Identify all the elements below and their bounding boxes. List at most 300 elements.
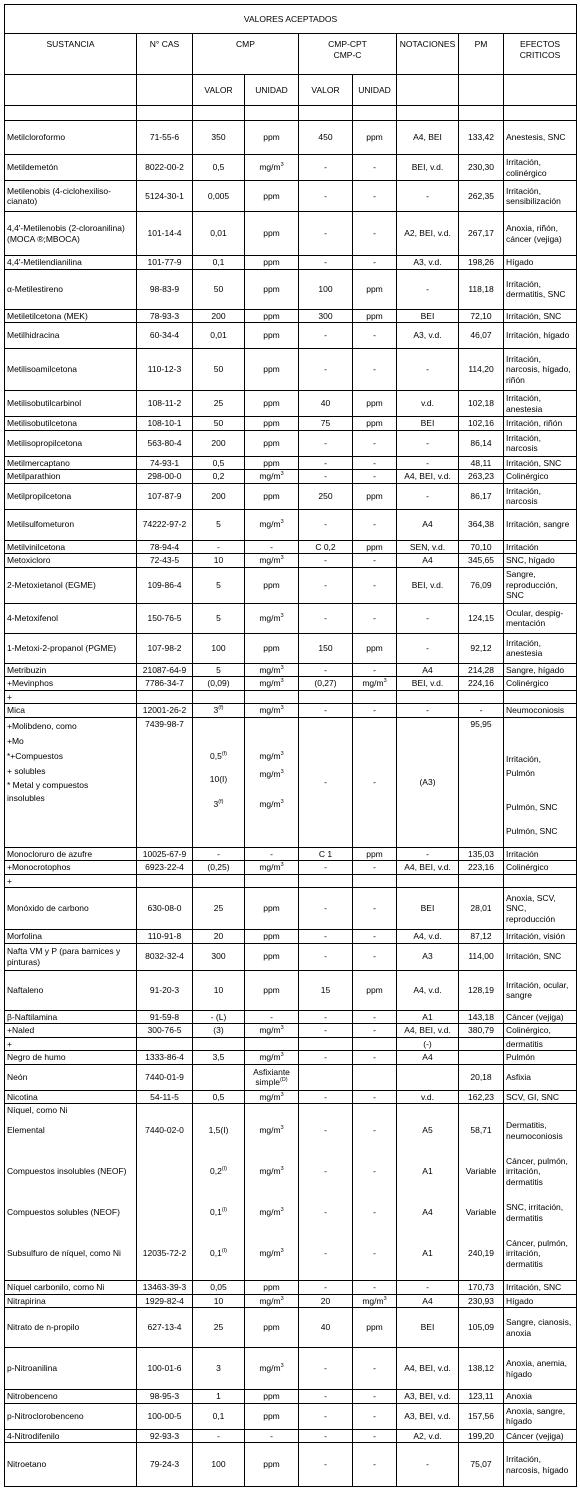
cell-text: - — [426, 364, 429, 375]
substance-cell — [5, 256, 137, 270]
substance-cell — [5, 677, 137, 691]
cmp-c-value-cell — [299, 1064, 353, 1090]
cas-cell — [137, 1348, 193, 1390]
cell-text: - — [373, 1025, 376, 1035]
cas-cell — [137, 1051, 193, 1065]
effects-cell — [504, 1348, 577, 1390]
cell-text: mg/m — [259, 162, 281, 173]
cell-text: Nitroetano — [7, 1459, 47, 1470]
cell-text: 5124-30-1 — [145, 190, 184, 201]
table-row — [5, 456, 577, 470]
cas-cell — [137, 430, 193, 456]
cell-text: - — [426, 642, 429, 653]
cell-text: Compuestos insolubles (NEOF) — [7, 1166, 127, 1177]
effects-cell — [504, 269, 577, 309]
pm-cell — [459, 1281, 504, 1295]
cell-text: - — [324, 664, 327, 675]
cell-text: ppm — [263, 437, 280, 448]
cmp-value-cell — [193, 874, 245, 888]
cmp-value-cell — [193, 430, 245, 456]
value-line — [195, 765, 242, 793]
cell-text: Metiletilcetona (MEK) — [7, 310, 88, 321]
pm-cell — [459, 391, 504, 417]
cell-text: ppm — [263, 951, 280, 962]
table-row — [5, 930, 577, 944]
cell-text: ppm — [263, 579, 280, 590]
valores-aceptados-table — [4, 4, 577, 1487]
cmp-c-value-cell — [299, 391, 353, 417]
cas-cell — [137, 633, 193, 663]
effects-cell — [504, 1403, 577, 1429]
notation-cell — [397, 256, 459, 270]
cell-text: BEI — [420, 418, 435, 428]
cell-text: 108-10-1 — [147, 418, 182, 428]
cmp-value-cell — [193, 256, 245, 270]
table-row — [5, 1104, 577, 1117]
effects-cell — [504, 309, 577, 323]
effects-cell — [504, 256, 577, 270]
pm-cell — [459, 1117, 504, 1145]
cell-text: 28,01 — [470, 903, 492, 914]
cell-text: BEI, v.d. — [411, 678, 444, 688]
cell-text: ppm — [263, 984, 280, 995]
cmp-c-value-cell — [299, 690, 353, 704]
cmp-value-cell — [193, 309, 245, 323]
cell-text: - — [324, 931, 327, 941]
cmp-value-cell — [193, 1429, 245, 1443]
pm-cell — [459, 1294, 504, 1308]
table-row — [5, 181, 577, 212]
table-row — [5, 603, 577, 633]
cmp-unit-cell — [245, 704, 299, 718]
header-unidad-c: UNIDAD — [353, 75, 397, 106]
cmp-value-cell — [193, 483, 245, 509]
cell-text: 100-01-6 — [147, 1363, 182, 1374]
cell-text: Neón — [7, 1071, 28, 1082]
cell-text: Irritación, riñón — [506, 418, 563, 428]
cell-text: - — [373, 1125, 376, 1136]
cell-text: Irritación, anestesia — [506, 393, 543, 414]
substance-cell — [5, 483, 137, 509]
cell-text: ppm — [263, 1459, 280, 1470]
cmp-value-cell — [193, 349, 245, 391]
cell-text: A1 — [422, 1166, 433, 1177]
cmp-unit-cell — [245, 309, 299, 323]
cas-cell — [137, 554, 193, 568]
cmp-c-unit-cell — [353, 1037, 397, 1051]
cell-text: Ocular, despig-mentación — [506, 607, 564, 628]
cell-text: 87,12 — [470, 931, 492, 941]
pm-cell — [459, 1390, 504, 1404]
cell-text: A4 — [422, 664, 433, 675]
cmp-value-cell — [193, 1281, 245, 1295]
cell-text: - — [373, 1391, 376, 1401]
cell-text: ppm — [263, 931, 280, 941]
cmp-unit-cell — [245, 256, 299, 270]
pm-cell — [459, 663, 504, 677]
cas-cell — [137, 930, 193, 944]
notation-cell — [397, 930, 459, 944]
cell-text: - — [373, 951, 376, 962]
cell-text: 3 — [216, 1363, 221, 1374]
effects-cell — [504, 155, 577, 181]
pm-cell — [459, 323, 504, 349]
cell-text: mg/m — [259, 612, 281, 623]
cell-text: - — [426, 457, 429, 468]
table-row — [5, 1024, 577, 1038]
cell-text: ppm — [263, 398, 280, 409]
cell-text: 2-Metoxietanol (EGME) — [7, 579, 96, 590]
effects-cell — [504, 1104, 577, 1117]
cmp-value-cell — [193, 1390, 245, 1404]
cmp-c-value-cell — [299, 1104, 353, 1117]
substance-cell — [5, 1403, 137, 1429]
cell-text: Irritación, ocular, sangre — [506, 979, 569, 1000]
superscript: 3 — [280, 664, 284, 671]
pm-cell — [459, 717, 504, 847]
cell-text: 75,07 — [470, 1459, 492, 1470]
cmp-c-unit-cell — [353, 717, 397, 847]
substance-cell — [5, 1010, 137, 1024]
cmp-c-value-cell — [299, 861, 353, 875]
table-row — [5, 943, 577, 970]
cell-text: SNC, irritación, dermatitis — [506, 1202, 564, 1223]
notation-cell — [397, 1390, 459, 1404]
effects-cell — [504, 943, 577, 970]
cell-text: 100 — [211, 642, 226, 653]
cell-text: 86,14 — [470, 437, 492, 448]
cmp-c-unit-cell — [353, 1051, 397, 1065]
cell-text: Negro de humo — [7, 1052, 66, 1062]
substance-cell — [5, 1051, 137, 1065]
cell-text: 0,05 — [210, 1282, 227, 1292]
cell-text: 100 — [318, 283, 333, 294]
cell-text: 380,79 — [468, 1025, 494, 1035]
table-row — [5, 1227, 577, 1281]
notation-cell — [397, 430, 459, 456]
notation-cell — [397, 633, 459, 663]
cell-text: Dermatitis, neumoconiosis — [506, 1120, 563, 1141]
cmp-unit-cell — [245, 391, 299, 417]
cas-cell — [137, 861, 193, 875]
cell-text: A2, BEI, v.d. — [404, 228, 451, 239]
cmp-value-cell — [193, 633, 245, 663]
table-row — [5, 847, 577, 861]
pm-cell — [459, 470, 504, 484]
cas-cell — [137, 417, 193, 431]
cell-text: - — [426, 437, 429, 448]
cas-cell — [137, 1145, 193, 1199]
cell-text: Metilmercaptano — [7, 457, 70, 468]
header-blank — [459, 75, 504, 106]
table-row — [5, 1281, 577, 1295]
cmp-value-cell — [193, 888, 245, 930]
pm-cell — [459, 1010, 504, 1024]
cmp-c-value-cell — [299, 417, 353, 431]
cell-text: 214,28 — [468, 664, 494, 675]
cell-text: 75 — [320, 418, 331, 428]
cell-text: Monóxido de carbono — [7, 903, 89, 914]
table-row — [5, 1390, 577, 1404]
cell-text: 91-20-3 — [149, 984, 180, 995]
substance-cell — [5, 391, 137, 417]
effects-cell — [504, 663, 577, 677]
superscript: 3 — [280, 1052, 284, 1059]
cell-text: - — [324, 437, 327, 448]
table-row — [5, 1348, 577, 1390]
cell-text: Colinérgico — [506, 862, 549, 872]
cmp-c-unit-cell — [353, 690, 397, 704]
cell-text: Asfixia — [506, 1071, 532, 1082]
effects-cell — [504, 704, 577, 718]
cell-text: 114,20 — [468, 364, 494, 375]
cmp-c-value-cell — [299, 509, 353, 540]
cmp-c-unit-cell — [353, 540, 397, 554]
pm-cell — [459, 309, 504, 323]
cell-text: - — [324, 1248, 327, 1258]
cell-text: Metilcloroformo — [7, 132, 66, 143]
cell-text: 0,01 — [210, 330, 227, 341]
table-row — [5, 269, 577, 309]
notation-cell — [397, 943, 459, 970]
table-row — [5, 1117, 577, 1145]
cell-text: - — [217, 1430, 220, 1441]
notation-cell — [397, 1051, 459, 1065]
cmp-value-cell — [193, 861, 245, 875]
superscript: 3 — [280, 1091, 284, 1098]
superscript: 3 — [280, 798, 284, 805]
cas-cell — [137, 704, 193, 718]
superscript: 3 — [280, 1295, 284, 1302]
cell-text: ppm — [263, 228, 280, 239]
cell-text: - — [373, 364, 376, 375]
superscript: 3 — [280, 1248, 284, 1255]
cmp-value-cell — [193, 1024, 245, 1038]
cmp-c-value-cell — [299, 1024, 353, 1038]
cell-text: 1,5(I) — [208, 1125, 229, 1136]
notation-cell — [397, 269, 459, 309]
cmp-value-cell — [193, 456, 245, 470]
cell-text: Compuestos solubles (NEOF) — [7, 1207, 120, 1218]
cmp-value-cell — [193, 391, 245, 417]
cell-text: 54-11-5 — [150, 1091, 179, 1102]
cmp-unit-cell — [245, 1429, 299, 1443]
notation-cell — [397, 1227, 459, 1281]
table-row — [5, 391, 577, 417]
cell-text: A3, BEI, v.d. — [404, 1410, 451, 1421]
cell-text: 0,2 — [212, 471, 225, 481]
pm-cell — [459, 430, 504, 456]
cell-text: 364,38 — [468, 519, 494, 530]
cell-text: Metilisobutilcarbinol — [7, 398, 82, 409]
cmp-c-unit-cell — [353, 456, 397, 470]
pm-cell — [459, 1145, 504, 1199]
cmp-unit-cell — [245, 1199, 299, 1227]
notation-cell — [397, 456, 459, 470]
cmp-c-value-cell — [299, 540, 353, 554]
cell-text: 110-12-3 — [147, 364, 182, 375]
cell-text: Irritación — [506, 541, 539, 552]
cell-text: ppm — [366, 490, 383, 501]
cmp-value-cell — [193, 1294, 245, 1308]
cas-cell — [137, 1010, 193, 1024]
effects-cell — [504, 1090, 577, 1104]
unit-line — [247, 783, 296, 793]
cell-text: Nitrobenceno — [7, 1391, 58, 1401]
pm-cell — [459, 1403, 504, 1429]
cell-text: 0,5 — [209, 750, 222, 761]
cell-text: - — [324, 162, 327, 173]
table-row — [5, 1064, 577, 1090]
effect-line — [506, 813, 574, 837]
cell-text: (A3) — [419, 776, 436, 787]
table-row — [5, 554, 577, 568]
effects-cell — [504, 1294, 577, 1308]
cmp-c-value-cell — [299, 1390, 353, 1404]
cmp-c-unit-cell — [353, 1443, 397, 1487]
header-notaciones: NOTACIONES — [397, 34, 459, 75]
cell-text: 135,03 — [468, 848, 494, 859]
effects-cell — [504, 1145, 577, 1199]
cell-text: - — [270, 1011, 273, 1022]
cell-text: 50 — [213, 283, 224, 294]
table-row — [5, 155, 577, 181]
cell-text: 0,5 — [212, 1091, 225, 1102]
superscript: 3 — [280, 612, 284, 619]
cell-text: A4, BEI — [413, 132, 442, 143]
substance-cell — [5, 323, 137, 349]
table-row — [5, 861, 577, 875]
cell-text: Pulmón — [506, 767, 535, 778]
cell-text: - (L) — [210, 1011, 227, 1022]
spacer-cell — [353, 106, 397, 121]
cell-text: Metilenobis (4-ciclohexiliso-cianato) — [7, 185, 111, 206]
cell-text: Irritación, SNC — [506, 310, 562, 321]
pm-cell — [459, 1443, 504, 1487]
cmp-c-value-cell — [299, 155, 353, 181]
cell-text: Irritación, narcosis, hígado — [506, 1454, 569, 1475]
cell-text: ppm — [366, 310, 383, 321]
cmp-value-cell — [193, 1348, 245, 1390]
cell-text: 40 — [320, 1322, 331, 1333]
cell-text: - — [324, 1391, 327, 1401]
cell-text: Metilisobutilcetona — [7, 418, 77, 428]
effects-cell — [504, 456, 577, 470]
cell-text: 71-55-6 — [149, 132, 180, 143]
cell-text: - — [373, 162, 376, 173]
cas-cell — [137, 256, 193, 270]
cmp-unit-cell — [245, 540, 299, 554]
pm-cell — [459, 943, 504, 970]
notation-cell — [397, 663, 459, 677]
pm-cell — [459, 155, 504, 181]
table-row — [5, 874, 577, 888]
cas-cell — [137, 1403, 193, 1429]
cell-text: Metilhidracina — [7, 330, 60, 341]
cmp-c-value-cell — [299, 1145, 353, 1199]
cell-text: - — [373, 1430, 376, 1441]
cmp-value-cell — [193, 717, 245, 847]
cell-text: BEI — [420, 903, 435, 914]
cell-text: A3 — [422, 951, 433, 962]
effects-cell — [504, 1010, 577, 1024]
cell-text: 0,5 — [212, 457, 225, 468]
cell-text: ppm — [263, 190, 280, 201]
cell-text: - — [324, 862, 327, 872]
pm-cell — [459, 633, 504, 663]
table-row — [5, 212, 577, 256]
cell-text: 0,1 — [209, 1207, 222, 1218]
cell-text: Irritación, visión — [506, 931, 566, 941]
cell-text: - — [324, 1011, 327, 1022]
cmp-unit-cell — [245, 1090, 299, 1104]
pm-cell — [459, 970, 504, 1010]
cell-text: 162,23 — [468, 1091, 494, 1102]
cell-text: ppm — [263, 1282, 280, 1292]
cell-text: - — [373, 903, 376, 914]
cell-text: Variable — [465, 1166, 497, 1177]
substance-line: *+Compuestos — [7, 750, 63, 761]
substance-cell — [5, 1443, 137, 1487]
cell-text: Hígado — [506, 1295, 534, 1306]
substance-cell — [5, 1348, 137, 1390]
cell-text: Mica — [7, 705, 25, 715]
cell-text: 101-77-9 — [147, 257, 182, 267]
cell-text: - — [324, 190, 327, 201]
cell-text: 0,1 — [212, 1410, 225, 1421]
cell-text: BEI — [420, 1322, 435, 1333]
cell-text: 86,17 — [470, 490, 492, 501]
value-line — [195, 719, 242, 747]
cell-text: Cáncer, pulmón, irritación, dermatitis — [506, 1155, 568, 1187]
cell-text: 0,2 — [209, 1166, 222, 1177]
cell-text: Nitrapirina — [7, 1295, 46, 1306]
cell-text: 101-14-4 — [147, 228, 182, 239]
effects-cell — [504, 554, 577, 568]
cell-text: - — [324, 519, 327, 530]
cell-text: - — [324, 330, 327, 341]
cell-text: + — [7, 1038, 12, 1049]
notation-cell — [397, 309, 459, 323]
notation-cell — [397, 1199, 459, 1227]
table-row — [5, 483, 577, 509]
cell-text: 143,18 — [468, 1011, 494, 1022]
notation-cell — [397, 1064, 459, 1090]
cell-text: ppm — [263, 490, 280, 501]
header-pm: PM — [459, 34, 504, 75]
cmp-c-value-cell — [299, 888, 353, 930]
superscript: 3 — [280, 162, 284, 169]
cas-cell — [137, 1443, 193, 1487]
cell-text: - — [373, 705, 376, 715]
pm-cell — [459, 509, 504, 540]
effects-cell — [504, 1037, 577, 1051]
cell-text: ppm — [366, 848, 383, 859]
cas-cell — [137, 1429, 193, 1443]
cell-text: 200 — [211, 437, 226, 448]
cmp-c-value-cell — [299, 943, 353, 970]
cell-text: A4 — [422, 555, 433, 565]
substance-cell — [5, 509, 137, 540]
cas-cell — [137, 155, 193, 181]
superscript: (I) — [221, 1207, 228, 1214]
cmp-unit-cell — [245, 888, 299, 930]
cell-text: 199,20 — [468, 1430, 494, 1441]
cell-text: mg/m — [259, 750, 281, 761]
cell-text: Nicotina — [7, 1091, 38, 1102]
substance-cell — [5, 861, 137, 875]
pm-cell — [459, 847, 504, 861]
